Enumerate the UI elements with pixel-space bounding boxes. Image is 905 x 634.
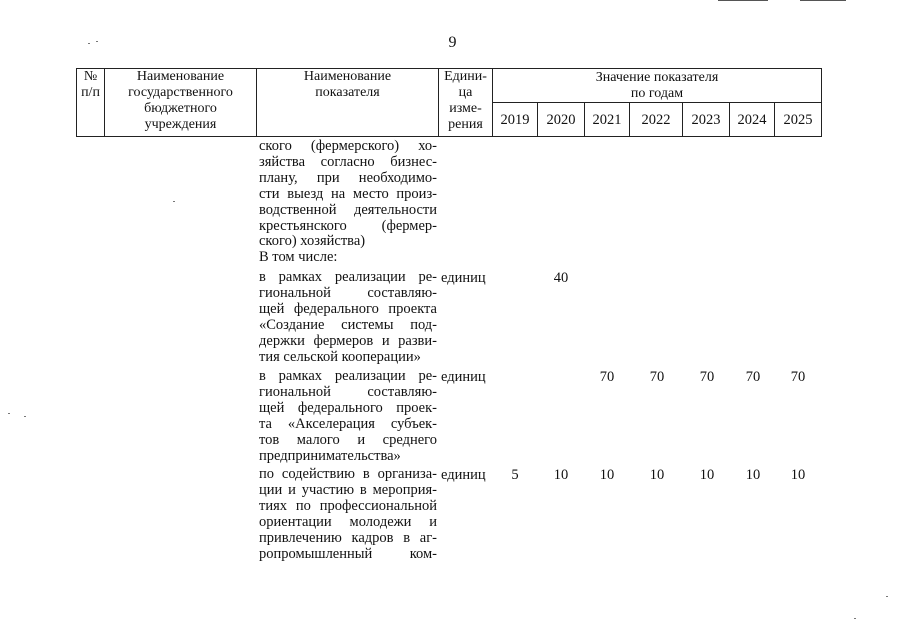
unit-cell: единиц [441, 467, 486, 483]
scan-speck [854, 618, 856, 619]
value-cell: 70 [599, 369, 615, 385]
indicator-text: по содействию в организа- ции и участию в мероприя- тиях по профессиональной ориентации молодежи и привлечению кадров в аг- ропромышленный ком- [259, 466, 437, 562]
value-cell: 70 [649, 369, 665, 385]
indicator-text: в рамках реализации ре- гиональной составляю- щей федерального проекта «Создание системы под- держки фермеров и разви- тия сельской кооперации» [259, 269, 437, 365]
header-institution: Наименование государственного бюджетного учреждения [105, 69, 257, 137]
scan-speck [88, 43, 90, 44]
value-cell: 10 [699, 467, 715, 483]
header-table [76, 68, 822, 137]
header-year: 2020 [538, 103, 585, 137]
unit-cell: единиц [441, 369, 486, 385]
top-edge-mark [718, 0, 768, 1]
value-cell: 10 [790, 467, 806, 483]
header-year: 2019 [493, 103, 538, 137]
scan-speck [8, 413, 10, 414]
value-cell: 70 [699, 369, 715, 385]
scan-speck [96, 41, 98, 42]
header-year: 2022 [630, 103, 683, 137]
value-cell: 10 [649, 467, 665, 483]
value-cell: 10 [553, 467, 569, 483]
indicator-text: ского (фермерского) хо- зяйства согласно бизнес- плану, при необходимо- сти выезд на место произ- водственной деятельности крестьянского (фермер- ского) хозяйства) В том числе: [259, 138, 437, 266]
top-edge-mark [800, 0, 846, 1]
value-cell: 40 [553, 270, 569, 286]
value-cell: 70 [745, 369, 761, 385]
header-year: 2025 [775, 103, 822, 137]
indicator-text: в рамках реализации ре- гиональной составляю- щей федерального проек- та «Акселерация субъек- тов малого и среднего предпринимательства» [259, 368, 437, 464]
header-year: 2023 [683, 103, 730, 137]
header-indicator: Наименование показателя [257, 69, 439, 137]
scan-speck [886, 596, 888, 597]
page-number: 9 [448, 34, 457, 51]
header-values: Значение показателя по годам [493, 69, 822, 103]
unit-cell: единиц [441, 270, 486, 286]
scan-speck [173, 201, 175, 202]
value-cell: 10 [745, 467, 761, 483]
header-year: 2021 [585, 103, 630, 137]
header-year: 2024 [730, 103, 775, 137]
value-cell: 70 [790, 369, 806, 385]
scan-speck [24, 416, 26, 417]
value-cell: 5 [511, 467, 519, 483]
value-cell: 10 [599, 467, 615, 483]
header-unit: Едини- ца изме- рения [439, 69, 493, 137]
header-num: № п/п [77, 69, 105, 137]
